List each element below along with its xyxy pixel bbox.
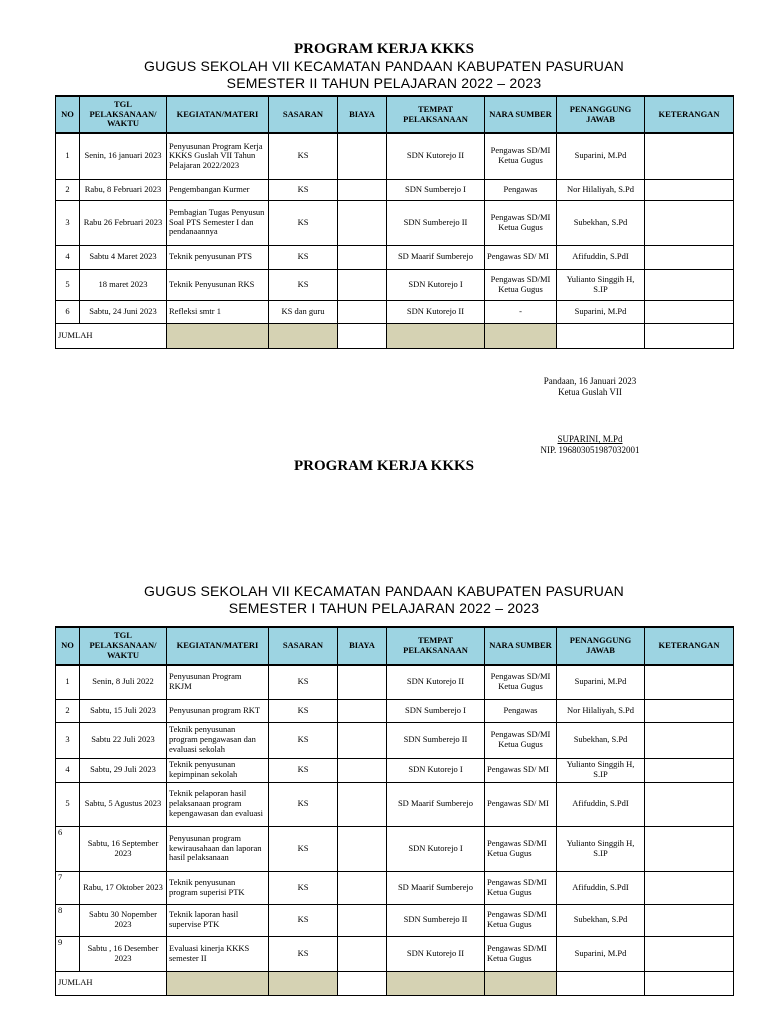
cell-tempat: SDN Kutorejo I xyxy=(387,269,485,300)
jumlah-label: JUMLAH xyxy=(56,323,167,348)
table-row xyxy=(56,133,734,179)
cell-biaya xyxy=(338,245,387,269)
table-row xyxy=(56,936,734,971)
cell-nara-sumber: Pengawas SD/MI Ketua Gugus xyxy=(485,269,557,300)
cell-nara-sumber: Pengawas SD/ MI xyxy=(485,782,557,826)
cell-biaya xyxy=(338,722,387,758)
cell-sasaran: KS dan guru xyxy=(269,300,338,323)
cell-no: 1 xyxy=(56,665,80,699)
cell-no: 3 xyxy=(56,200,80,245)
cell-sasaran: KS xyxy=(269,782,338,826)
jumlah-cell xyxy=(167,971,269,995)
jumlah-cell xyxy=(485,323,557,348)
cell-kegiatan: Penyusunan program kewirausahaan dan laporan hasil pelaksanaan xyxy=(167,826,269,871)
cell-sasaran: KS xyxy=(269,245,338,269)
cell-no: 9 xyxy=(56,936,80,971)
total-row xyxy=(56,323,734,348)
cell-keterangan xyxy=(645,269,734,300)
cell-biaya xyxy=(338,758,387,782)
signature-role: Ketua Guslah VII xyxy=(558,387,622,397)
cell-nara-sumber: - xyxy=(485,300,557,323)
cell-penanggung-jawab: Subekhan, S.Pd xyxy=(557,904,645,936)
cell-kegiatan: Teknik laporan hasil supervise PTK xyxy=(167,904,269,936)
cell-sasaran: KS xyxy=(269,826,338,871)
jumlah-cell xyxy=(338,971,387,995)
cell-tempat: SDN Kutorejo II xyxy=(387,665,485,699)
cell-no: 1 xyxy=(56,133,80,179)
cell-nara-sumber: Pengawas xyxy=(485,179,557,200)
cell-kegiatan: Penyusunan Program Kerja KKKS Guslah VII Tahun Pelajaran 2022/2023 xyxy=(167,133,269,179)
cell-tempat: SDN Sumberejo I xyxy=(387,699,485,722)
cell-kegiatan: Penyusunan program RKT xyxy=(167,699,269,722)
jumlah-cell xyxy=(645,971,734,995)
cell-penanggung-jawab: Subekhan, S.Pd xyxy=(557,200,645,245)
cell-sasaran: KS xyxy=(269,665,338,699)
header-kegiatan: KEGIATAN/MATERI xyxy=(167,627,269,665)
jumlah-cell xyxy=(167,323,269,348)
cell-penanggung-jawab: Subekhan, S.Pd xyxy=(557,722,645,758)
cell-keterangan xyxy=(645,758,734,782)
cell-sasaran: KS xyxy=(269,699,338,722)
table-row xyxy=(56,269,734,300)
jumlah-cell xyxy=(269,971,338,995)
cell-sasaran: KS xyxy=(269,179,338,200)
table-row xyxy=(56,722,734,758)
cell-no: 6 xyxy=(56,300,80,323)
header-no: NO xyxy=(56,627,80,665)
table-row xyxy=(56,300,734,323)
header-tempat: TEMPAT PELAKSANAAN xyxy=(387,627,485,665)
cell-nara-sumber: Pengawas SD/MI Ketua Gugus xyxy=(485,133,557,179)
cell-tempat: SDN Kutorejo II xyxy=(387,300,485,323)
doc1-title: PROGRAM KERJA KKKS xyxy=(293,41,474,57)
cell-no: 4 xyxy=(56,758,80,782)
signature-name xyxy=(520,434,660,444)
doc1-program-table xyxy=(55,95,734,349)
cell-tgl: Rabu 26 Februari 2023 xyxy=(80,200,167,245)
header-sasaran: SASARAN xyxy=(269,96,338,133)
cell-tgl: Sabtu , 16 Desember 2023 xyxy=(80,936,167,971)
cell-tgl: Sabtu, 5 Agustus 2023 xyxy=(80,782,167,826)
jumlah-cell xyxy=(387,323,485,348)
cell-biaya xyxy=(338,300,387,323)
cell-keterangan xyxy=(645,826,734,871)
cell-penanggung-jawab: Yulianto Singgih H, S.IP xyxy=(557,826,645,871)
cell-tempat: SDN Sumberejo II xyxy=(387,904,485,936)
cell-biaya xyxy=(338,200,387,245)
cell-keterangan xyxy=(645,179,734,200)
cell-kegiatan: Pengembangan Kurmer xyxy=(167,179,269,200)
cell-tgl: Sabtu, 16 September 2023 xyxy=(80,826,167,871)
cell-sasaran: KS xyxy=(269,904,338,936)
cell-keterangan xyxy=(645,936,734,971)
table-row xyxy=(56,871,734,904)
jumlah-cell xyxy=(269,323,338,348)
jumlah-cell xyxy=(338,323,387,348)
cell-kegiatan: Teknik penyusunan PTS xyxy=(167,245,269,269)
cell-no: 3 xyxy=(56,722,80,758)
cell-penanggung-jawab: Afifuddin, S.PdI xyxy=(557,782,645,826)
cell-kegiatan: Teknik Penyusunan RKS xyxy=(167,269,269,300)
header-nara-sumber: NARA SUMBER xyxy=(485,627,557,665)
cell-no: 5 xyxy=(56,782,80,826)
signature-nip: NIP. 196803051987032001 xyxy=(540,445,640,455)
cell-keterangan xyxy=(645,245,734,269)
cell-penanggung-jawab: Afifuddin, S.PdI xyxy=(557,245,645,269)
cell-penanggung-jawab: Nor Hilaliyah, S.Pd xyxy=(557,179,645,200)
table-row xyxy=(56,200,734,245)
cell-tempat: SDN Kutorejo I xyxy=(387,758,485,782)
cell-biaya xyxy=(338,179,387,200)
cell-sasaran: KS xyxy=(269,722,338,758)
jumlah-cell xyxy=(387,971,485,995)
cell-tempat: SDN Kutorejo II xyxy=(387,133,485,179)
header-sasaran: SASARAN xyxy=(269,627,338,665)
doc2-subtitle-semester: SEMESTER I TAHUN PELAJARAN 2022 – 2023 xyxy=(228,600,540,616)
cell-tempat: SD Maarif Sumberejo xyxy=(387,245,485,269)
cell-tempat: SDN Kutorejo I xyxy=(387,826,485,871)
cell-penanggung-jawab: Suparini, M.Pd xyxy=(557,133,645,179)
cell-biaya xyxy=(338,269,387,300)
cell-no: 2 xyxy=(56,179,80,200)
cell-no: 5 xyxy=(56,269,80,300)
table-row xyxy=(56,826,734,871)
cell-keterangan xyxy=(645,699,734,722)
cell-biaya xyxy=(338,665,387,699)
jumlah-cell xyxy=(485,971,557,995)
cell-biaya xyxy=(338,133,387,179)
cell-keterangan xyxy=(645,871,734,904)
cell-tgl: Sabtu 22 Juli 2023 xyxy=(80,722,167,758)
cell-tgl: Senin, 16 januari 2023 xyxy=(80,133,167,179)
cell-kegiatan: Pembagian Tugas Penyusun Soal PTS Semester I dan pendanaannya xyxy=(167,200,269,245)
cell-tempat: SD Maarif Sumberejo xyxy=(387,871,485,904)
cell-kegiatan: Refleksi smtr 1 xyxy=(167,300,269,323)
cell-nara-sumber: Pengawas SD/ MI xyxy=(485,245,557,269)
header-kegiatan: KEGIATAN/MATERI xyxy=(167,96,269,133)
cell-sasaran: KS xyxy=(269,936,338,971)
signature-place-date: Pandaan, 16 Januari 2023 xyxy=(543,376,637,386)
cell-no: 8 xyxy=(56,904,80,936)
cell-penanggung-jawab: Nor Hilaliyah, S.Pd xyxy=(557,699,645,722)
cell-penanggung-jawab: Suparini, M.Pd xyxy=(557,936,645,971)
cell-sasaran: KS xyxy=(269,269,338,300)
cell-nara-sumber: Pengawas SD/MI Ketua Gugus xyxy=(485,200,557,245)
cell-kegiatan: Teknik penyusunan program pengawasan dan evaluasi sekolah xyxy=(167,722,269,758)
table-row xyxy=(56,179,734,200)
cell-tgl: Sabtu, 24 Juni 2023 xyxy=(80,300,167,323)
cell-keterangan xyxy=(645,300,734,323)
cell-penanggung-jawab: Yulianto Singgih H, S.IP xyxy=(557,269,645,300)
cell-tgl: 18 maret 2023 xyxy=(80,269,167,300)
cell-no: 2 xyxy=(56,699,80,722)
table-row xyxy=(56,245,734,269)
cell-tempat: SDN Sumberejo I xyxy=(387,179,485,200)
total-row xyxy=(56,971,734,995)
cell-sasaran: KS xyxy=(269,758,338,782)
cell-tempat: SD Maarif Sumberejo xyxy=(387,782,485,826)
table-row xyxy=(56,904,734,936)
cell-keterangan xyxy=(645,133,734,179)
header-tgl: TGL PELAKSANAAN/ WAKTU xyxy=(80,96,167,133)
doc1-subtitle-gugus: GUGUS SEKOLAH VII KECAMATAN PANDAAN KABUPATEN PASURUAN xyxy=(144,58,624,74)
cell-nara-sumber: Pengawas SD/MI Ketua Gugus xyxy=(485,722,557,758)
doc2-program-table xyxy=(55,626,734,996)
header-tgl: TGL PELAKSANAAN/ WAKTU xyxy=(80,627,167,665)
cell-biaya xyxy=(338,936,387,971)
cell-tgl: Sabtu, 15 Juli 2023 xyxy=(80,699,167,722)
cell-no: 4 xyxy=(56,245,80,269)
cell-biaya xyxy=(338,782,387,826)
cell-kegiatan: Teknik penyusunan program superisi PTK xyxy=(167,871,269,904)
cell-keterangan xyxy=(645,782,734,826)
cell-sasaran: KS xyxy=(269,133,338,179)
cell-penanggung-jawab: Suparini, M.Pd xyxy=(557,300,645,323)
cell-tgl: Sabtu 30 Nopember 2023 xyxy=(80,904,167,936)
cell-keterangan xyxy=(645,665,734,699)
cell-nara-sumber: Pengawas SD/MI Ketua Gugus xyxy=(485,871,557,904)
table-row xyxy=(56,758,734,782)
cell-nara-sumber: Pengawas SD/MI Ketua Gugus xyxy=(485,826,557,871)
cell-no: 7 xyxy=(56,871,80,904)
cell-sasaran: KS xyxy=(269,871,338,904)
cell-biaya xyxy=(338,826,387,871)
doc2-title: PROGRAM KERJA KKKS xyxy=(293,458,474,474)
cell-tgl: Sabtu, 29 Juli 2023 xyxy=(80,758,167,782)
cell-tgl: Sabtu 4 Maret 2023 xyxy=(80,245,167,269)
cell-sasaran: KS xyxy=(269,200,338,245)
cell-biaya xyxy=(338,871,387,904)
cell-kegiatan: Evaluasi kinerja KKKS semester II xyxy=(167,936,269,971)
cell-no: 6 xyxy=(56,826,80,871)
jumlah-label: JUMLAH xyxy=(56,971,167,995)
cell-biaya xyxy=(338,699,387,722)
cell-keterangan xyxy=(645,200,734,245)
cell-tempat: SDN Sumberejo II xyxy=(387,200,485,245)
cell-tgl: Rabu, 17 Oktober 2023 xyxy=(80,871,167,904)
cell-nara-sumber: Pengawas SD/ MI xyxy=(485,758,557,782)
table-row xyxy=(56,699,734,722)
cell-keterangan xyxy=(645,722,734,758)
header-penanggung-jawab: PENANGGUNG JAWAB xyxy=(557,96,645,133)
jumlah-cell xyxy=(557,971,645,995)
cell-tgl: Rabu, 8 Februari 2023 xyxy=(80,179,167,200)
header-penanggung-jawab: PENANGGUNG JAWAB xyxy=(557,627,645,665)
cell-nara-sumber: Pengawas xyxy=(485,699,557,722)
signature-name-text: SUPARINI, M.Pd xyxy=(557,434,623,444)
cell-tempat: SDN Sumberejo II xyxy=(387,722,485,758)
cell-penanggung-jawab: Afifuddin, S.PdI xyxy=(557,871,645,904)
table-row xyxy=(56,665,734,699)
cell-nara-sumber: Pengawas SD/MI Ketua Gugus xyxy=(485,665,557,699)
cell-biaya xyxy=(338,904,387,936)
cell-kegiatan: Teknik penyusunan kepimpinan sekolah xyxy=(167,758,269,782)
header-keterangan: KETERANGAN xyxy=(645,627,734,665)
cell-penanggung-jawab: Yulianto Singgih H, S.IP xyxy=(557,758,645,782)
jumlah-cell xyxy=(557,323,645,348)
header-tempat: TEMPAT PELAKSANAAN xyxy=(387,96,485,133)
doc1-subtitle-semester: SEMESTER II TAHUN PELAJARAN 2022 – 2023 xyxy=(226,75,542,91)
cell-kegiatan: Teknik pelaporan hasil pelaksanaan program kepengawasan dan evaluasi xyxy=(167,782,269,826)
cell-kegiatan: Penyusunan Program RKJM xyxy=(167,665,269,699)
header-biaya: BIAYA xyxy=(338,627,387,665)
header-biaya: BIAYA xyxy=(338,96,387,133)
table-header-row xyxy=(56,96,734,133)
doc2-subtitle-gugus: GUGUS SEKOLAH VII KECAMATAN PANDAAN KABUPATEN PASURUAN xyxy=(144,583,624,599)
header-no: NO xyxy=(56,96,80,133)
table-row xyxy=(56,782,734,826)
table-header-row xyxy=(56,627,734,665)
cell-nara-sumber: Pengawas SD/MI Ketua Gugus xyxy=(485,936,557,971)
cell-penanggung-jawab: Suparini, M.Pd xyxy=(557,665,645,699)
header-keterangan: KETERANGAN xyxy=(645,96,734,133)
header-nara-sumber: NARA SUMBER xyxy=(485,96,557,133)
jumlah-cell xyxy=(645,323,734,348)
cell-keterangan xyxy=(645,904,734,936)
cell-nara-sumber: Pengawas SD/MI Ketua Gugus xyxy=(485,904,557,936)
cell-tempat: SDN Kutorejo II xyxy=(387,936,485,971)
cell-tgl: Senin, 8 Juli 2022 xyxy=(80,665,167,699)
